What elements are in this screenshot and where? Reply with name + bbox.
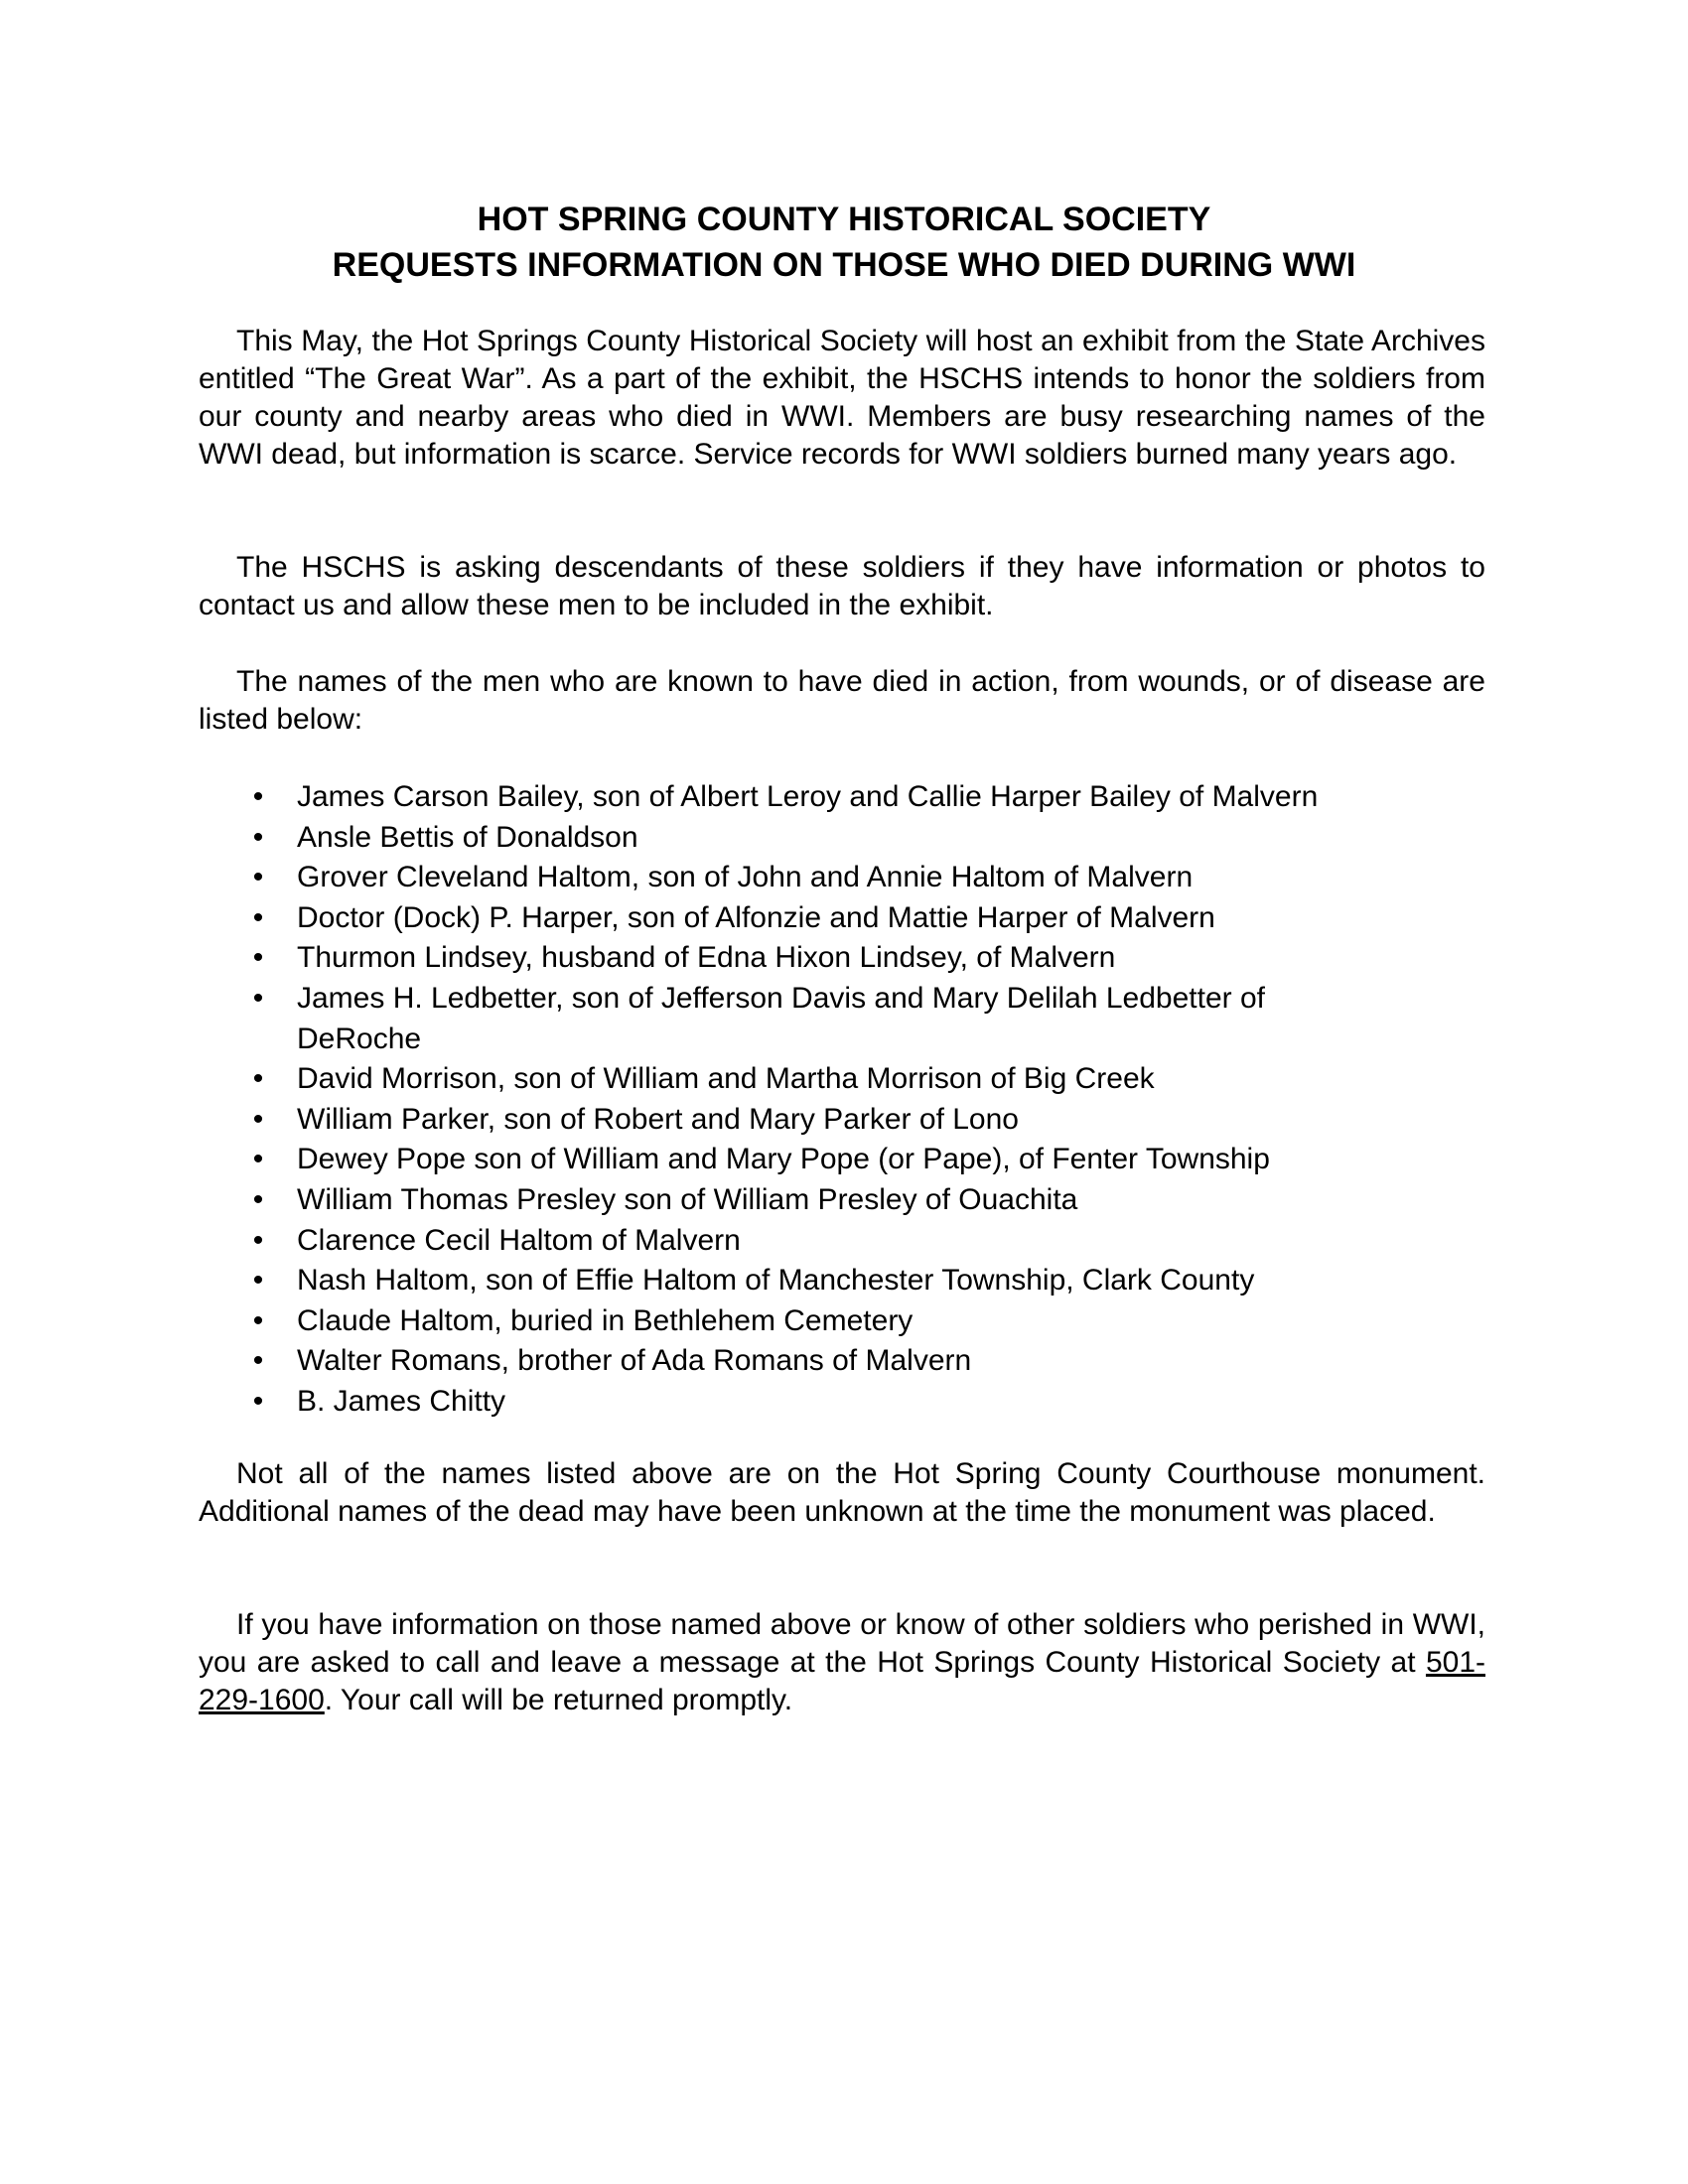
list-item-text: James H. Ledbetter, son of Jefferson Davis and Mary Delilah Ledbetter of DeRoche	[297, 981, 1265, 1055]
list-item-text: B. James Chitty	[297, 1384, 506, 1418]
bullet-icon: •	[252, 900, 264, 934]
list-item-text: Claude Haltom, buried in Bethlehem Cemetery	[297, 1303, 914, 1337]
list-item-text: James Carson Bailey, son of Albert Leroy and Callie Harper Bailey of Malvern	[297, 780, 1319, 813]
bullet-icon: •	[252, 1344, 264, 1378]
bullet-icon: •	[252, 861, 264, 894]
names-intro-text: The names of the men who are known to have died in action, from wounds, or of disease are listed below:	[199, 665, 1485, 736]
list-item-text: David Morrison, son of William and Martha Morrison of Big Creek	[297, 1062, 1155, 1096]
bullet-icon: •	[252, 820, 264, 854]
list-item	[199, 938, 1469, 979]
list-item	[199, 1100, 1469, 1141]
bullet-icon: •	[252, 1143, 264, 1176]
bullet-icon: •	[252, 1384, 264, 1418]
title-line-1: HOT SPRING COUNTY HISTORICAL SOCIETY	[477, 201, 1211, 238]
bullet-icon: •	[252, 1223, 264, 1257]
list-item	[199, 858, 1469, 898]
phone-number-link[interactable]: 501-229-1600	[199, 1646, 1485, 1716]
list-item-text: Nash Haltom, son of Effie Haltom of Manchester Township, Clark County	[297, 1264, 1255, 1297]
bullet-icon: •	[252, 981, 264, 1015]
monument-paragraph	[199, 1455, 1485, 1531]
list-item	[199, 1341, 1469, 1382]
bullet-icon: •	[252, 780, 264, 813]
bullet-icon: •	[252, 1062, 264, 1096]
list-item-text: Doctor (Dock) P. Harper, son of Alfonzie and Mattie Harper of Malvern	[297, 900, 1215, 934]
list-item	[199, 898, 1469, 939]
list-item-text: Grover Cleveland Haltom, son of John and Annie Haltom of Malvern	[297, 861, 1194, 894]
list-item-text: Clarence Cecil Haltom of Malvern	[297, 1223, 741, 1257]
bullet-icon: •	[252, 1264, 264, 1297]
list-item	[199, 1180, 1469, 1221]
list-item	[199, 1301, 1469, 1342]
contact-text	[199, 1606, 1485, 1719]
list-item	[199, 1382, 1469, 1423]
bullet-icon: •	[252, 1182, 264, 1216]
list-item	[199, 1221, 1469, 1262]
list-item	[199, 979, 1290, 1059]
title-line-2: REQUESTS INFORMATION ON THOSE WHO DIED DURING WWI	[332, 246, 1356, 284]
contact-text-before: If you have information on those named above or know of other soldiers who perished in WWI, you are asked to call and leave a message at the Hot Springs County Historical Society at	[199, 1608, 1485, 1679]
list-item-text: William Thomas Presley son of William Presley of Ouachita	[297, 1182, 1078, 1216]
request-paragraph	[199, 549, 1485, 624]
bullet-icon: •	[252, 1303, 264, 1337]
names-list	[199, 777, 1489, 1423]
list-item	[199, 818, 1469, 859]
intro-text: This May, the Hot Springs County Historical Society will host an exhibit from the State Archives entitled “The Great War”. As a part of the exhibit, the HSCHS intends to honor the soldiers from our county and nearby areas who died in WWI. Members are busy researching names of the WWI dead, but information is scarce. Service records for WWI soldiers burned many years ago.	[199, 325, 1485, 471]
list-item	[199, 1059, 1469, 1100]
names-intro-paragraph	[199, 663, 1485, 739]
bullet-icon: •	[252, 941, 264, 975]
list-item-text: Ansle Bettis of Donaldson	[297, 820, 638, 854]
list-item-text: Dewey Pope son of William and Mary Pope (or Pape), of Fenter Township	[297, 1143, 1270, 1176]
bullet-icon: •	[252, 1102, 264, 1136]
request-text: The HSCHS is asking descendants of these soldiers if they have information or photos to contact us and allow these men to be included in the exhibit.	[199, 551, 1485, 621]
list-item-text: Thurmon Lindsey, husband of Edna Hixon Lindsey, of Malvern	[297, 941, 1116, 975]
page-title	[199, 197, 1489, 288]
list-item	[199, 1140, 1469, 1180]
contact-text-after: . Your call will be returned promptly.	[324, 1684, 793, 1716]
list-item	[199, 777, 1469, 818]
list-item-text: Walter Romans, brother of Ada Romans of Malvern	[297, 1344, 972, 1378]
contact-paragraph	[199, 1606, 1485, 1719]
list-item-text: William Parker, son of Robert and Mary Parker of Lono	[297, 1102, 1019, 1136]
list-item	[199, 1261, 1469, 1301]
monument-text: Not all of the names listed above are on the Hot Spring County Courthouse monument. Additional names of the dead may have been unknown at the time the monument was placed.	[199, 1457, 1485, 1528]
intro-paragraph	[199, 323, 1485, 474]
